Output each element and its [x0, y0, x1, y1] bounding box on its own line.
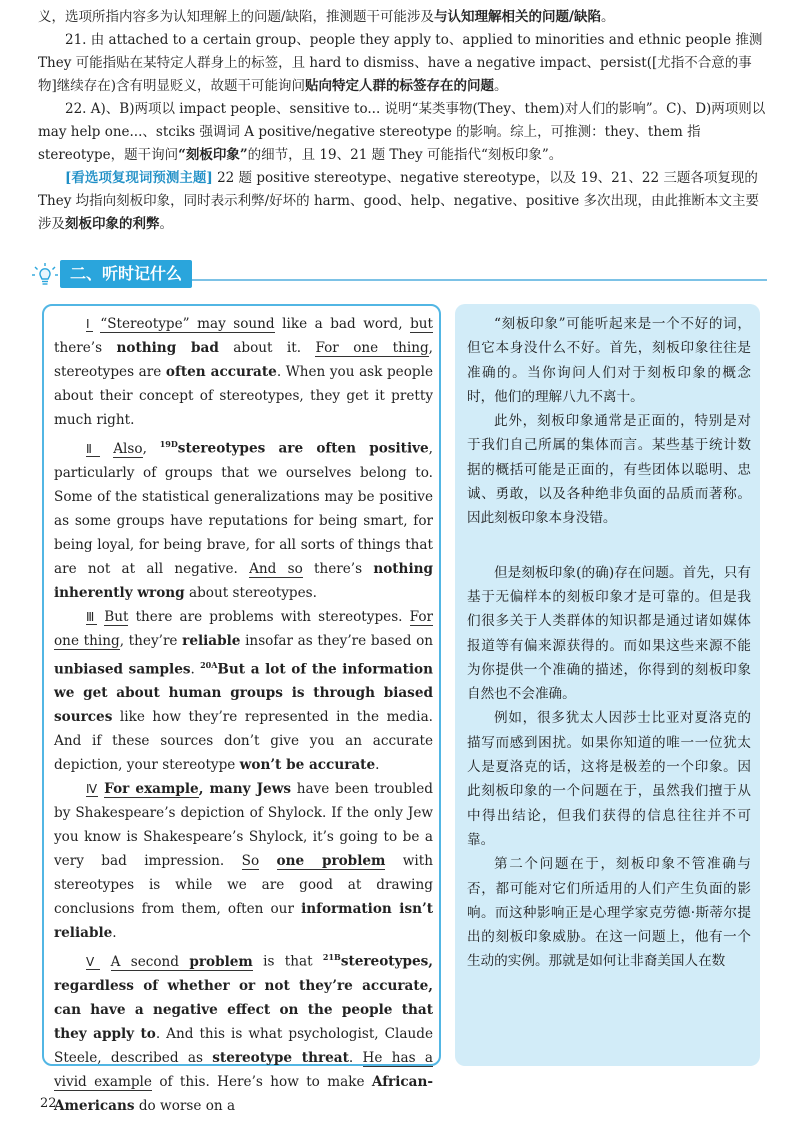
- text: stereotypes are often positive: [177, 440, 429, 457]
- chinese-translation: [467, 312, 751, 974]
- text: there are problems with stereotypes.: [128, 608, 410, 625]
- text: with stereotypes is while we are good at drawing conclusions from them, often our: [54, 853, 433, 918]
- text: often accurate: [165, 364, 277, 380]
- text: nothing bad: [116, 340, 219, 356]
- translation-paragraph: 但是刻板印象(的确)存在问题。首先，只有基于无偏样本的刻板印象才是可靠的。但是我们很多关于人类群体的知识都是通过诸如媒体报道等有偏来源获得的。而如果这些来源不能为你提供一个准确的描述，你得到的刻板印象自然也不会准确。: [467, 564, 751, 703]
- text: , many Jews: [198, 781, 292, 798]
- text: . And this is what psychologist, Claude Steele, described as: [54, 1025, 433, 1066]
- text: So: [241, 853, 260, 870]
- text: For one thing: [315, 340, 429, 356]
- key-point: 贴向特定人群的标签存在的问题: [305, 78, 495, 94]
- key-point: “刻板印象”: [178, 147, 248, 163]
- paragraph-number: Ⅱ: [86, 441, 101, 456]
- text: “Stereotype” may sound: [100, 316, 275, 332]
- text: of this. Here’s how to make: [151, 1073, 372, 1090]
- translation-paragraph: 此外，刻板印象通常是正面的，特别是对于我们自己所属的集体而言。某些基于统计数据的概括可能是正面的，有些团体以聪明、忠诚、勇敢，以及各种绝非负面的品质而著称。因此刻板印象本身没错。: [467, 413, 751, 527]
- paragraph-number: Ⅰ: [86, 317, 93, 331]
- text: one problem: [276, 853, 386, 870]
- text: stereotypes, regardless of whether or not they’re accurate, can have a negative effect on the people that they apply to: [54, 953, 433, 1042]
- text: insofar as they’re based on: [240, 632, 434, 649]
- text: .: [348, 1049, 363, 1066]
- text: 的细节，且 19、21 题 They 可能指代“刻板印象”。: [247, 147, 563, 163]
- section-title: 二、听时记什么: [60, 260, 192, 288]
- translation-paragraph: 例如，很多犹太人因莎士比亚对夏洛克的描写而感到困扰。如果你知道的唯一一位犹太人是夏洛克的话，这将是极差的一个印象。因此刻板印象的一个问题在于，虽然我们擅于从中得出结论，但我们获得的信息往往并不可靠。: [467, 710, 751, 848]
- translation-paragraph: “刻板印象”可能听起来是一个不好的词，但它本身没什么不好。首先，刻板印象往往是准确的。当你询问人们对于刻板印象的概念时，他们的理解八九不离十。: [467, 316, 751, 405]
- text: He has a vivid example: [54, 1049, 433, 1090]
- question-marker: 21B: [322, 952, 341, 963]
- text: but: [410, 316, 434, 332]
- text: do worse on a: [134, 1097, 236, 1114]
- key-point: 刻板印象的利弊: [65, 216, 160, 232]
- text: 。: [159, 216, 173, 232]
- text: 22. A)、B)两项以 impact people、sensitive to... 说明“某类事物(They、them)对人们的影响”。C)、D)两项则以 may help one...、stciks 强调词 A positive/negative stereotype 的影响。综上，可推测：they、them 指 stereotype，题干询问: [38, 101, 766, 163]
- text: like a bad word,: [274, 316, 411, 332]
- text: .: [190, 661, 201, 678]
- text: For example: [104, 781, 199, 798]
- transcript-paragraph: [54, 777, 433, 945]
- text: 。: [494, 78, 508, 94]
- text: And so: [249, 560, 303, 577]
- question-marker: 20A: [200, 659, 218, 670]
- text: A second: [110, 953, 190, 970]
- text: information isn’t reliable: [54, 901, 434, 942]
- text: [259, 853, 276, 869]
- key-point: 与认知理解相关的问题/缺陷: [434, 9, 601, 25]
- strategy-tag: [看选项复现词预测主题]: [65, 170, 213, 186]
- text: ,: [142, 440, 160, 457]
- transcript-paragraph: [54, 945, 433, 1118]
- text: is that: [252, 953, 323, 970]
- analysis-paragraph: [38, 6, 766, 29]
- text: Also: [113, 440, 143, 457]
- transcript-paragraph: [54, 432, 433, 605]
- text: 义，选项所指内容多为认知理解上的问题/缺陷，推测题干可能涉及: [38, 9, 435, 25]
- lightbulb-icon: [32, 262, 58, 288]
- text: unbiased samples: [54, 661, 191, 678]
- text: But a lot of the information we get about human groups is through biased sources: [54, 661, 433, 726]
- analysis-paragraph: [38, 29, 766, 98]
- paragraph-number: Ⅳ: [86, 782, 99, 797]
- text: 21. 由 attached to a certain group、people they apply to、applied to minorities and ethnic people 推测 They 可能指贴在某特定人群身上的标签，且 hard to dismiss、have a negative impact、persist([尤指不合意的事物]继续存在)含有明显贬义，故题干可能询问: [38, 32, 763, 94]
- text: have been troubled by Shakespeare’s depiction of Shylock. If the only Jew you know is Shakespeare’s Shylock, it’s going to be a very bad impression.: [54, 781, 433, 870]
- page-number: 22: [40, 1096, 57, 1111]
- question-marker: 19D: [159, 439, 178, 449]
- analysis-text: [38, 6, 766, 236]
- text: African-Americans: [54, 1073, 433, 1114]
- english-transcript: [54, 312, 433, 1118]
- analysis-paragraph: [38, 167, 766, 236]
- text: reliable: [182, 632, 241, 649]
- text: .: [112, 925, 117, 942]
- text: 22 题 positive stereotype、negative stereotype，以及 19、21、22 三题各项复现的 They 均指向刻板印象，同时表示利弊/好坏的 harm、good、help、negative、positive 多次出现，由此推断本文主要涉及: [38, 170, 760, 232]
- text: there’s: [54, 340, 117, 356]
- text: about stereotypes.: [184, 584, 317, 601]
- paragraph-number: Ⅲ: [86, 609, 98, 624]
- text: nothing inherently wrong: [54, 560, 433, 601]
- text: , stereotypes are: [54, 340, 433, 380]
- divider: [192, 279, 767, 281]
- text: , particularly of groups that we ourselves belong to. Some of the statistical generalizations may be positive as some groups have reputations for being smart, for being loyal, for being brave, for all sorts of things that are not at all negative.: [54, 440, 433, 577]
- transcript-paragraph: [54, 312, 433, 432]
- text: won’t be accurate: [239, 757, 376, 774]
- text: . When you ask people about their concept of stereotypes, they get it pretty much right.: [54, 364, 434, 428]
- text: .: [375, 757, 380, 774]
- text: like how they’re represented in the media. And if these sources don’t give you an accurate depiction, your stereotype: [54, 709, 433, 774]
- analysis-paragraph: [38, 98, 766, 167]
- transcript-paragraph: [54, 605, 433, 778]
- section-header: [32, 260, 767, 290]
- text: there’s: [302, 560, 374, 577]
- text: problem: [189, 953, 253, 970]
- text: 。: [601, 9, 615, 25]
- text: But: [104, 608, 129, 625]
- text: stereotype threat: [212, 1049, 349, 1066]
- text: , they’re: [119, 632, 183, 649]
- text: about it.: [218, 340, 316, 356]
- translation-paragraph: 第二个问题在于，刻板印象不管准确与否，都可能对它们所适用的人们产生负面的影响。而这种影响正是心理学家克劳德·斯蒂尔提出的刻板印象威胁。在这一问题上，他有一个生动的实例。那就是如何让非裔美国人在数: [467, 856, 751, 970]
- paragraph-number: Ⅴ: [86, 954, 101, 969]
- text: For one thing: [54, 608, 434, 649]
